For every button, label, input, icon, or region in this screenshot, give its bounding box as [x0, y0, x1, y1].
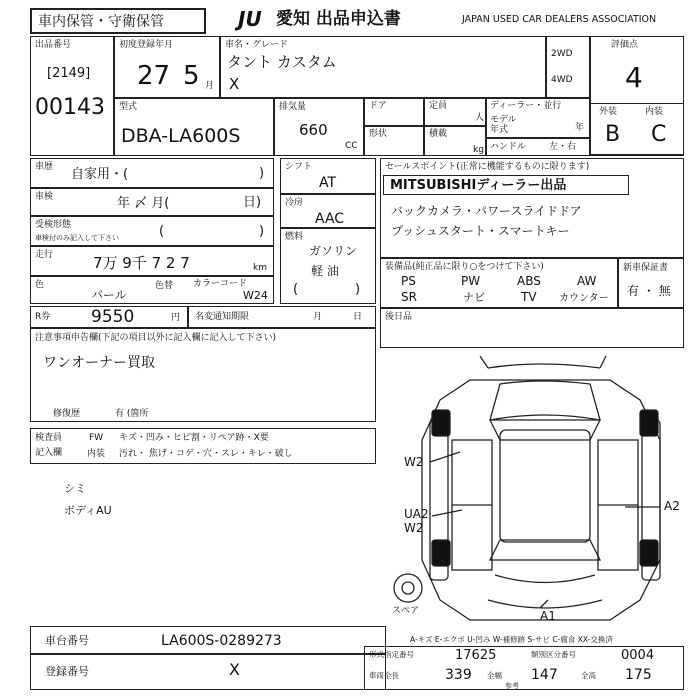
displacement-value: 660: [299, 121, 328, 139]
registration-box: [114, 36, 220, 98]
history-box: [30, 158, 274, 188]
equip-ps: PS: [401, 274, 416, 288]
model-box: [220, 36, 546, 98]
equipment-label: 装備品(純正品に限り○をつけて下さい): [385, 262, 544, 272]
drive-2wd: 2WD: [551, 49, 573, 59]
chassis-label: 車台番号: [45, 634, 89, 647]
inspection-box: [30, 188, 274, 216]
selling-point-3: プッシュスタート・スマートキー: [391, 224, 570, 238]
shape-label: 形状: [369, 129, 388, 139]
cert-length: 339: [445, 667, 472, 683]
load-unit: kg: [473, 145, 484, 155]
recycle-box: [30, 306, 188, 328]
model-label: 車名・グレード: [225, 40, 289, 50]
plate-value: X: [229, 660, 240, 679]
rating-box: [590, 36, 684, 156]
damage-ua2: UA2: [404, 507, 429, 521]
fuel-box: [280, 228, 376, 304]
equip-abs: ABS: [517, 274, 541, 288]
repair-label: 修復歴: [53, 409, 81, 419]
damage-legend: A-キズ E-エクボ U-凹み W-補修跡 S-サビ C-腐食 XX-交換済: [410, 635, 613, 644]
receipt-close: ): [259, 224, 265, 239]
receipt-label: 受検形態: [35, 220, 72, 230]
storage-badge: [30, 8, 206, 34]
selling-points-highlight: [383, 175, 629, 195]
receipt-box: [30, 216, 274, 246]
cert-height: 175: [625, 667, 652, 683]
association-name: JAPAN USED CAR DEALERS ASSOCIATION: [462, 14, 657, 25]
damage-w2-side: W2: [404, 521, 424, 535]
color-value: パール: [91, 288, 127, 302]
rating-split: [590, 103, 684, 155]
selling-point-2: バックカメラ・パワースライドドア: [391, 204, 582, 218]
exterior-label: 外装: [599, 107, 618, 117]
selling-points-label: セールスポイント(正常に機能するものに限ります): [385, 162, 590, 172]
inspector-note-1: シミ: [64, 482, 86, 495]
recycle-label: R券: [35, 312, 51, 322]
cert-height-label: 全高: [581, 671, 596, 680]
recycle-unit: 円: [171, 313, 181, 323]
history-close: ): [259, 166, 265, 181]
name-change-day: 日: [353, 312, 363, 322]
fuel-close: ): [355, 282, 361, 297]
displacement-unit: CC: [345, 141, 358, 151]
notes-box: [30, 328, 376, 422]
history-value: 自家用・(: [71, 167, 129, 182]
exterior-score: B: [605, 122, 621, 147]
inspection-label: 車検: [35, 192, 54, 202]
fuel-line2: 軽 油: [311, 264, 339, 278]
model-year-label: モデル年式: [490, 115, 517, 135]
aircon-value: AAC: [315, 211, 345, 227]
equip-pw: PW: [461, 274, 481, 288]
equipment-box: [380, 258, 618, 308]
inspector-label-1: 検査員: [35, 433, 63, 443]
plate-label: 登録番号: [45, 665, 89, 678]
doors-box: [364, 98, 424, 126]
name-change-box: [188, 306, 376, 328]
ju-logo: JU: [238, 7, 262, 31]
equip-aw: AW: [577, 274, 597, 288]
fw-items: キズ・凹み・ヒビ割・リペア跡・X要: [119, 433, 269, 443]
inspector-box: [30, 428, 376, 464]
repair-value: 有 (箇所: [115, 409, 149, 419]
warranty-value: 有 ・ 無: [627, 284, 671, 298]
chassis-box: [30, 626, 386, 654]
rating-label: 評価点: [611, 40, 639, 50]
lot-box: [30, 36, 114, 156]
displacement-label: 排気量: [279, 102, 307, 112]
spare-label: スペア: [392, 606, 420, 616]
type-box: [114, 98, 274, 156]
plate-box: [30, 654, 386, 690]
cert-type-no: 17625: [455, 648, 497, 663]
cert-class-no: 0004: [621, 648, 655, 663]
dealer-box: [486, 98, 590, 138]
color-box: [30, 276, 274, 304]
cert-type-label: 形式指定番号: [369, 650, 414, 659]
color-code-label: カラーコード: [193, 279, 248, 289]
mileage-unit: km: [253, 263, 267, 273]
capacity-unit: 人: [475, 113, 485, 123]
cert-width: 147: [531, 667, 558, 683]
warranty-label: 新車保証書: [623, 263, 669, 273]
interior-score: C: [651, 122, 667, 147]
model-year-unit: 年: [575, 123, 585, 133]
cert-ref: 参考: [505, 682, 519, 690]
cert-box: [364, 646, 684, 690]
mileage-label: 走行: [35, 250, 54, 260]
color-label: 色: [35, 280, 45, 290]
fuel-line1: ガソリン: [309, 244, 358, 258]
handle-label: ハンドル: [490, 142, 527, 152]
color-change-label: 色替: [155, 281, 174, 291]
load-label: 積載: [429, 129, 448, 139]
rear-box: [380, 308, 684, 348]
mileage-value: 7万 9千 7 2 7: [93, 254, 190, 272]
recycle-value: 9550: [91, 307, 135, 327]
registration-month-unit: 月: [205, 81, 215, 91]
shift-label: シフト: [285, 162, 313, 172]
model-grade: X: [229, 75, 240, 93]
damage-a1: A1: [540, 609, 556, 623]
receipt-open: (: [159, 224, 165, 239]
equip-navi: ナビ: [463, 291, 485, 304]
interior-label: 内装: [645, 107, 664, 117]
chassis-value: LA600S-0289273: [161, 633, 282, 649]
notes-value: ワンオーナー買取: [43, 355, 155, 371]
shape-box: [364, 126, 424, 156]
name-change-label: 名変通知期限: [195, 312, 250, 322]
fuel-open: (: [293, 282, 299, 297]
interior-items: 汚れ・ 焦げ・コゲ・穴・スレ・キレ・破し: [119, 449, 293, 459]
mileage-box: [30, 246, 274, 276]
inspection-day-unit: 日): [243, 195, 262, 210]
displacement-box: [274, 98, 364, 156]
name-change-month: 月: [313, 312, 323, 322]
registration-year: 27: [137, 61, 171, 91]
equip-counter: カウンター: [559, 293, 609, 304]
rating-score: 4: [625, 61, 643, 94]
color-code: W24: [243, 289, 268, 302]
load-box: [424, 126, 486, 156]
fuel-label: 燃料: [285, 232, 304, 242]
inspector-note-2: ボディAU: [64, 504, 112, 517]
inspector-label-2: 記入欄: [35, 448, 63, 458]
interior-check-label: 内装: [87, 449, 106, 459]
handle-options: 左・右: [549, 142, 577, 152]
handle-box: [486, 138, 590, 156]
registration-label: 初度登録年月: [119, 40, 174, 50]
receipt-note: 車検付のみ記入して下さい: [35, 234, 119, 242]
form-title: 愛知 出品申込書: [276, 9, 401, 29]
lot-sub-number: [2149]: [47, 66, 91, 81]
fw-label: FW: [89, 433, 104, 443]
type-label: 型式: [119, 102, 138, 112]
inspection-value: 年 〆 月(: [117, 196, 170, 211]
aircon-label: 冷房: [285, 198, 304, 208]
dealer-label: ディーラー・並行: [490, 101, 562, 111]
rear-label: 後日品: [385, 312, 413, 322]
cert-class-label: 類別区分番号: [531, 650, 576, 659]
type-value: DBA-LA600S: [121, 125, 241, 147]
history-label: 車歴: [35, 162, 54, 172]
cert-length-label: 車両全長: [369, 671, 399, 680]
shift-box: [280, 158, 376, 194]
doors-label: ドア: [369, 101, 387, 111]
registration-month: 5: [183, 61, 200, 91]
capacity-box: [424, 98, 486, 126]
aircon-box: [280, 194, 376, 228]
lot-label: 出品番号: [35, 40, 72, 50]
drive-box: [546, 36, 590, 98]
drive-4wd: 4WD: [551, 75, 573, 85]
equip-tv: TV: [521, 290, 537, 304]
equip-sr: SR: [401, 290, 417, 304]
capacity-label: 定員: [429, 101, 448, 111]
warranty-box: [618, 258, 684, 308]
selling-point-1: MITSUBISHIディーラー出品: [390, 178, 567, 193]
cert-width-label: 全幅: [487, 671, 502, 680]
model-name: タント カスタム: [227, 53, 337, 71]
notes-label: 注意事項申告欄(下記の項目以外に記入欄に記入して下さい): [35, 333, 277, 343]
shift-value: AT: [319, 175, 337, 191]
lot-number: 00143: [35, 95, 105, 120]
storage-badge-label: 車内保管・守衛保管: [38, 14, 164, 30]
damage-a2: A2: [664, 499, 680, 513]
selling-points-box: [380, 158, 684, 258]
damage-w2-front: W2: [404, 455, 424, 469]
